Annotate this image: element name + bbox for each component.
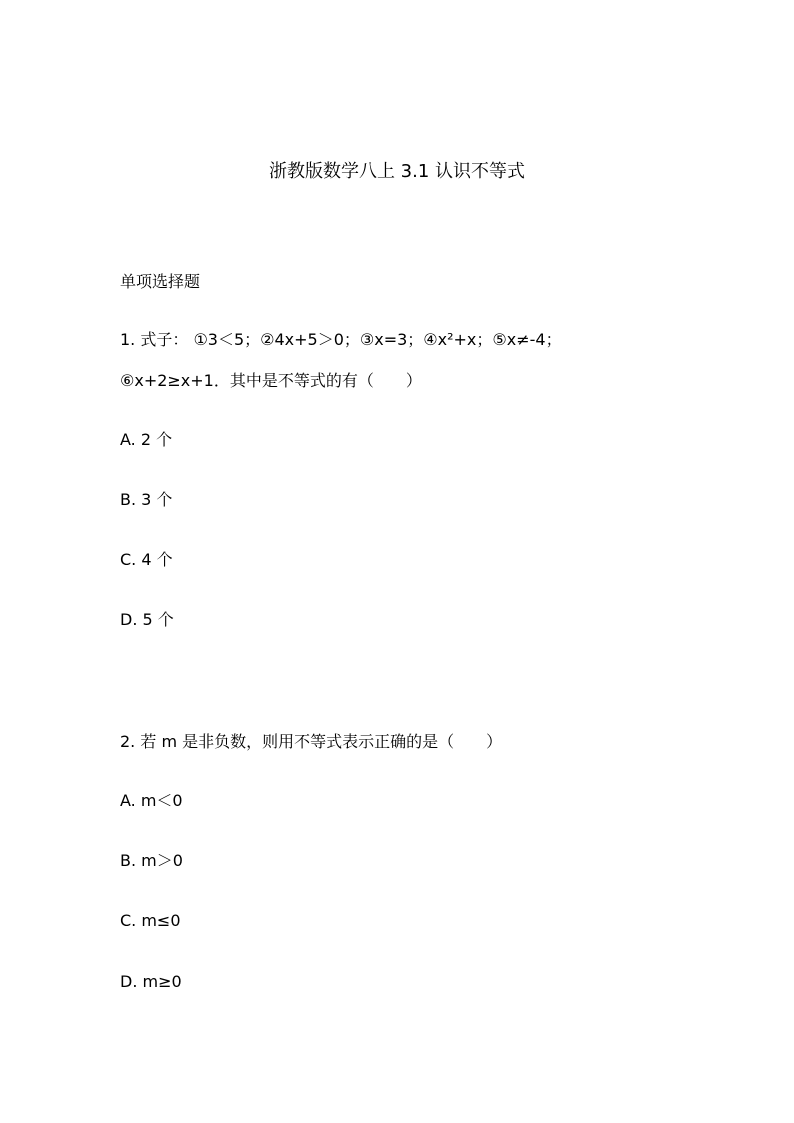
question-2-stem: 2. 若 m 是非负数，则用不等式表示正确的是（ ） (120, 732, 503, 751)
question-1-stem-line-1: 1. 式子： ①3＜5；②4x+5＞0；③x=3；④x²+x；⑤x≠-4； (120, 330, 562, 349)
document-title: 浙教版数学八上 3.1 认识不等式 (268, 161, 526, 182)
question-2-option-d: D. m≥0 (120, 972, 182, 991)
question-2-option-c: C. m≤0 (120, 911, 181, 930)
question-1-option-b: B. 3 个 (120, 490, 173, 509)
question-2-option-b: B. m＞0 (120, 851, 183, 870)
question-1-stem-line-2: ⑥x+2≥x+1．其中是不等式的有（ ） (120, 371, 422, 390)
question-1-option-d: D. 5 个 (120, 610, 174, 629)
question-2-option-a: A. m＜0 (120, 791, 183, 810)
question-1-option-a: A. 2 个 (120, 430, 173, 449)
question-1-option-c: C. 4 个 (120, 550, 173, 569)
section-heading: 单项选择题 (120, 272, 201, 291)
